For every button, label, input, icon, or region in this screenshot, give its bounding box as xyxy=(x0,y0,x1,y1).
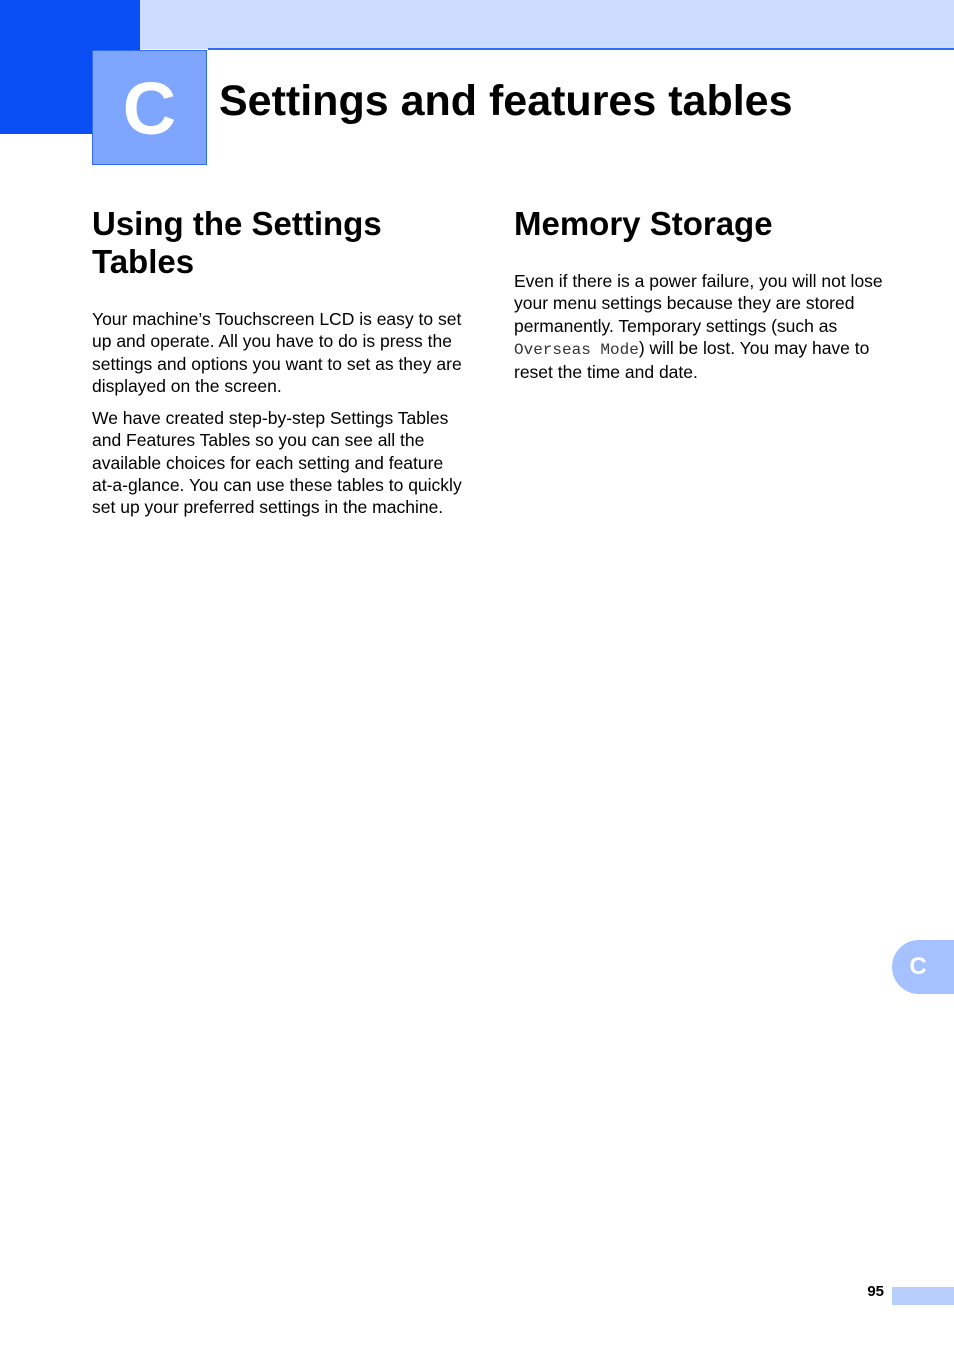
settings-tables-heading: Using the Settings Tables xyxy=(92,205,382,280)
chapter-side-tab xyxy=(892,940,954,994)
footer-bar xyxy=(892,1287,954,1305)
chapter-badge xyxy=(92,50,207,165)
settings-tables-paragraph-2: We have created step-by-step Settings Tables and Features Tables so you can see all the available choices for each setting and feature at-a-glance. You can use these tables to quickly set up your preferred settings in the machine. xyxy=(92,408,462,518)
settings-tables-paragraph-1: Your machine’s Touchscreen LCD is easy to set up and operate. All you have to do is press the settings and options you want to set as they are displayed on the screen. xyxy=(92,309,462,396)
memory-text-after: ) will be lost. You may have to reset the time and date. xyxy=(514,337,870,383)
memory-storage-paragraph xyxy=(514,270,886,383)
settings-tables-section xyxy=(92,205,464,529)
header-band xyxy=(140,0,954,49)
memory-storage-section xyxy=(514,205,886,393)
chapter-letter: C xyxy=(122,66,177,150)
side-tab-letter: C xyxy=(909,953,927,980)
header-rule xyxy=(208,48,954,50)
memory-text-before: Even if there is a power failure, you will not lose your menu settings because they are stored permanently. Temporary settings (such as xyxy=(514,271,883,336)
overseas-mode-code: Overseas Mode xyxy=(514,340,639,359)
page-title: Settings and features tables xyxy=(219,77,793,125)
memory-storage-heading: Memory Storage xyxy=(514,205,773,242)
page-number: 95 xyxy=(867,1283,884,1300)
